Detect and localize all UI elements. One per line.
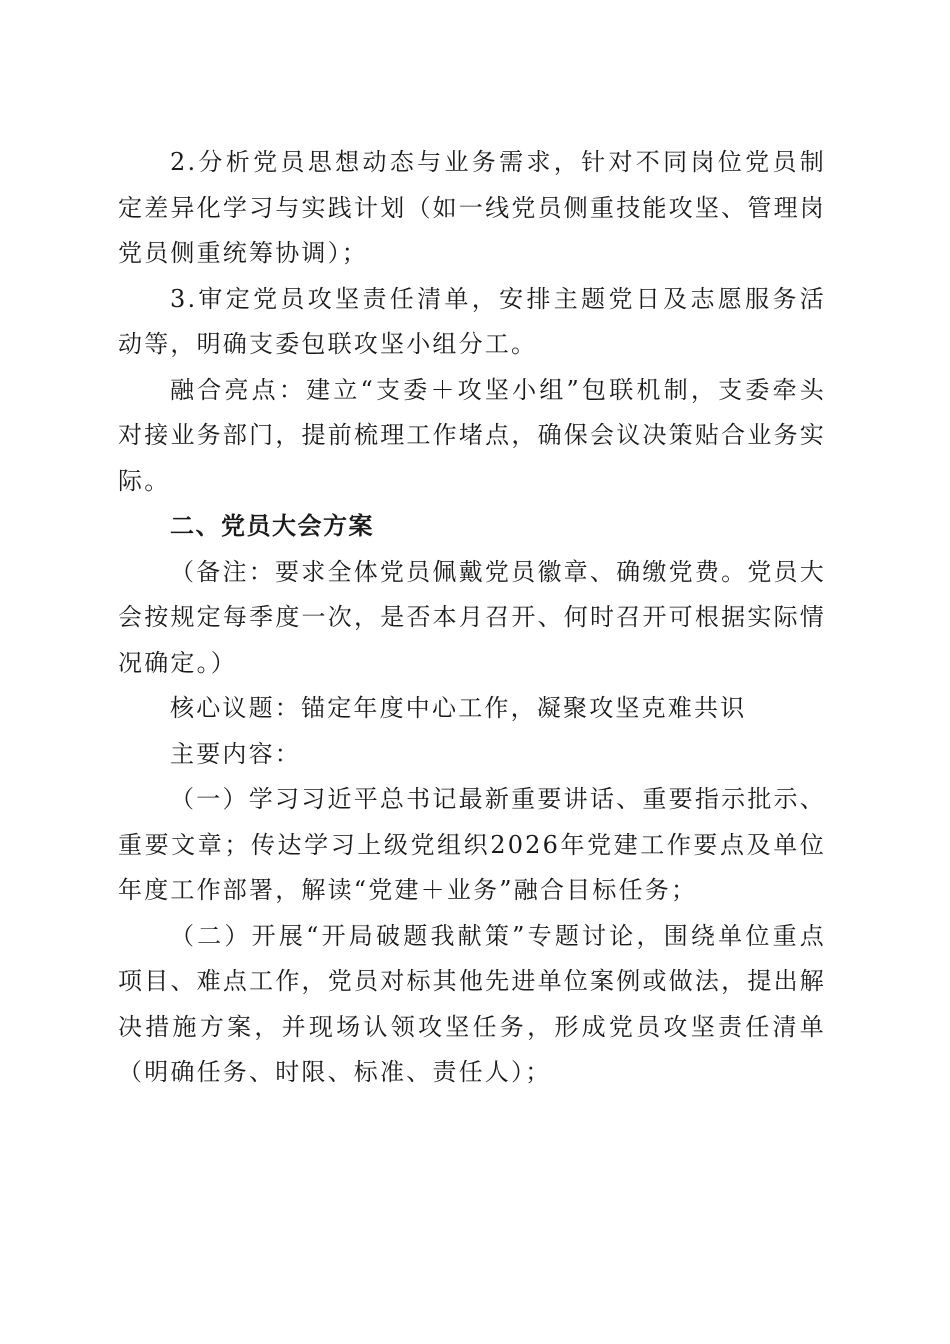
paragraph-item-two: （二）开展“开局破题我献策”专题讨论，围绕单位重点项目、难点工作，党员对标其他先进单位案例或做法，提出解决措施方案，并现场认领攻坚任务，形成党员攻坚责任清单（明确任务、时限、标准、责任人）；: [118, 921, 826, 1086]
paragraph-integration-highlight: 融合亮点：建立“支委＋攻坚小组”包联机制，支委牵头对接业务部门，提前梳理工作堵点，确保会议决策贴合业务实际。: [118, 375, 826, 495]
section-heading-member-meeting: 二、党员大会方案: [170, 512, 374, 540]
paragraph-item-one: （一）学习习近平总书记最新重要讲话、重要指示批示、重要文章；传达学习上级党组织2026年党建工作要点及单位年度工作部署，解读“党建＋业务”融合目标任务；: [118, 785, 826, 904]
paragraph-main-content-label: 主要内容：: [170, 739, 301, 768]
document-body: [118, 140, 826, 1096]
paragraph-analysis-plan: 2.分析党员思想动态与业务需求，针对不同岗位党员制定差异化学习与实践计划（如一线党员侧重技能攻坚、管理岗党员侧重统筹协调）；: [118, 148, 826, 267]
paragraph-core-topic: 核心议题：锚定年度中心工作，凝聚攻坚克难共识: [170, 694, 747, 722]
paragraph-remark: （备注：要求全体党员佩戴党员徽章、确缴党费。党员大会按规定每季度一次，是否本月召开、何时召开可根据实际情况确定。）: [118, 557, 826, 677]
paragraph-responsibility-list: 3.审定党员攻坚责任清单，安排主题党日及志愿服务活动等，明确支委包联攻坚小组分工。: [118, 284, 826, 358]
